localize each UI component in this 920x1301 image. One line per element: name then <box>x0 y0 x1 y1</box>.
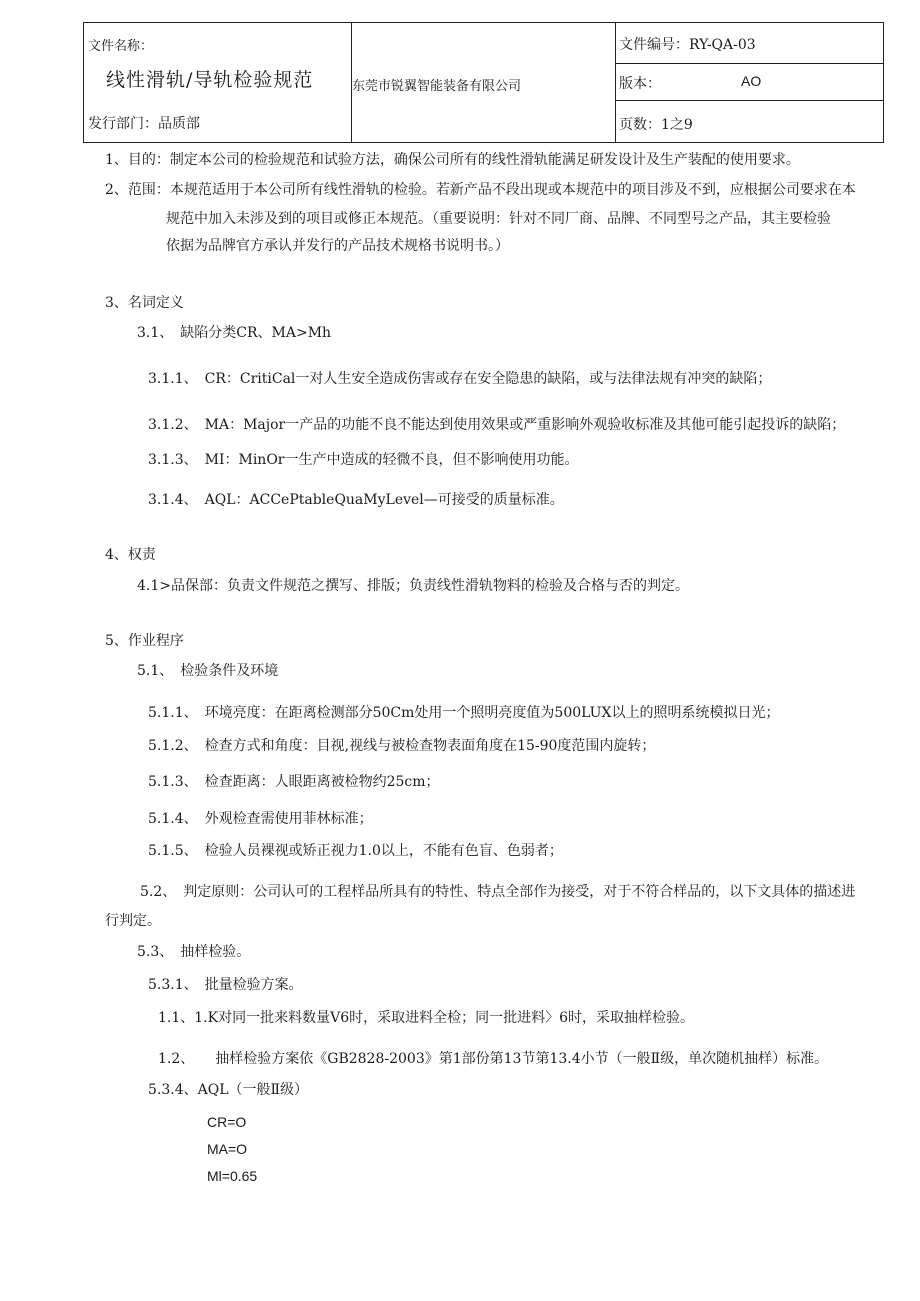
item-5-1-5: 5.1.5、 检验人员裸视或矫正视力1.0以上，不能有色盲、色弱者； <box>148 843 563 859</box>
document-title: 线性滑轨/导轨检验规范 <box>106 69 314 91</box>
version-label: 版本： <box>619 76 661 92</box>
subsection-4-1: 4.1>品保部：负责文件规范之撰写、排版；负责线性滑轨物料的检验及合格与否的判定。 <box>137 578 689 594</box>
header-divider <box>615 23 616 142</box>
item-5-1-3: 5.1.3、 检查距离：人眼距离被检物约25cm； <box>148 774 440 790</box>
item-5-1-2: 5.1.2、 检查方式和角度：目视,视线与被检查物表面角度在15-90度范围内旋转； <box>148 738 656 754</box>
subsection-5-3: 5.3、 抽样检验。 <box>137 944 251 960</box>
section-scope: 2、范围：本规范适用于本公司所有线性滑轨的检验。若新产品不段出现或本规范中的项目涉及不到，应根据公司要求在本 <box>105 182 856 198</box>
header-divider <box>615 100 883 101</box>
item-3-1-1: 3.1.1、 CR：CritiCal一对人生安全造成伤害或存在安全隐患的缺陷，或与法律法规有冲突的缺陷； <box>148 371 772 387</box>
document-header-table <box>83 22 884 143</box>
document-number: 文件编号：RY-QA-03 <box>619 37 756 53</box>
item-3-1-4: 3.1.4、 AQL：ACCePtableQuaMyLevel—可接受的质量标准。 <box>148 492 564 508</box>
section-scope-cont: 依据为品牌官方承认并发行的产品技术规格书说明书。） <box>166 238 509 254</box>
company-name: 东莞市锐翼智能装备有限公司 <box>352 78 522 93</box>
item-1-1: 1.1、1.K对同一批来料数量V6时，采取进料全检；同一批进料〉6时，采取抽样检验。 <box>158 1010 695 1026</box>
aql-mi: Ml=0.65 <box>207 1168 258 1184</box>
version-value: AO <box>741 73 762 89</box>
item-5-1-4: 5.1.4、 外观检查需使用菲林标准； <box>148 811 373 827</box>
section-procedure: 5、作业程序 <box>105 633 184 649</box>
item-3-1-2: 3.1.2、 MA：Major一产品的功能不良不能达到使用效果或严重影响外观验收标准及其他可能引起投诉的缺陷； <box>148 417 846 433</box>
section-scope-cont: 规范中加入未涉及到的项目或修正本规范。（重要说明：针对不同厂商、品牌、不同型号之产品，其主要检验 <box>166 211 831 227</box>
issuing-department: 发行部门：品质部 <box>88 116 200 132</box>
subsection-5-2-cont: 行判定。 <box>105 913 161 929</box>
item-3-1-3: 3.1.3、 MI：MinOr一生产中造成的轻微不良，但不影响使用功能。 <box>148 452 579 468</box>
section-responsibility: 4、权责 <box>105 547 156 563</box>
subsection-3-1: 3.1、 缺陷分类CR、MA>Mh <box>137 325 332 341</box>
item-5-3-1: 5.3.1、 批量检验方案。 <box>148 977 303 993</box>
aql-cr: CR=O <box>207 1114 247 1130</box>
page-count: 页数：1之9 <box>619 117 693 133</box>
item-1-2: 1.2、 抽样检验方案依《GB2828-2003》第1部份第13节第13.4小节（一般Ⅱ级，单次随机抽样）标准。 <box>158 1051 829 1067</box>
header-divider <box>615 63 883 64</box>
item-5-3-4: 5.3.4、AQL（一般Ⅱ级） <box>148 1082 309 1098</box>
section-purpose: 1、目的：制定本公司的检验规范和试验方法，确保公司所有的线性滑轨能满足研发设计及生产装配的使用要求。 <box>105 152 800 168</box>
aql-ma: MA=O <box>207 1141 248 1157</box>
section-definitions: 3、名词定义 <box>105 295 184 311</box>
item-5-1-1: 5.1.1、 环境亮度：在距离检测部分50Cm处用一个照明亮度值为500LUX以上的照明系统模拟日光； <box>148 705 780 721</box>
subsection-5-1: 5.1、 检验条件及环境 <box>137 663 279 679</box>
subsection-5-2: 5.2、 判定原则：公司认可的工程样品所具有的特性、特点全部作为接受，对于不符合样品的，以下文具体的描述进 <box>140 884 856 900</box>
file-name-label: 文件名称： <box>88 39 154 54</box>
